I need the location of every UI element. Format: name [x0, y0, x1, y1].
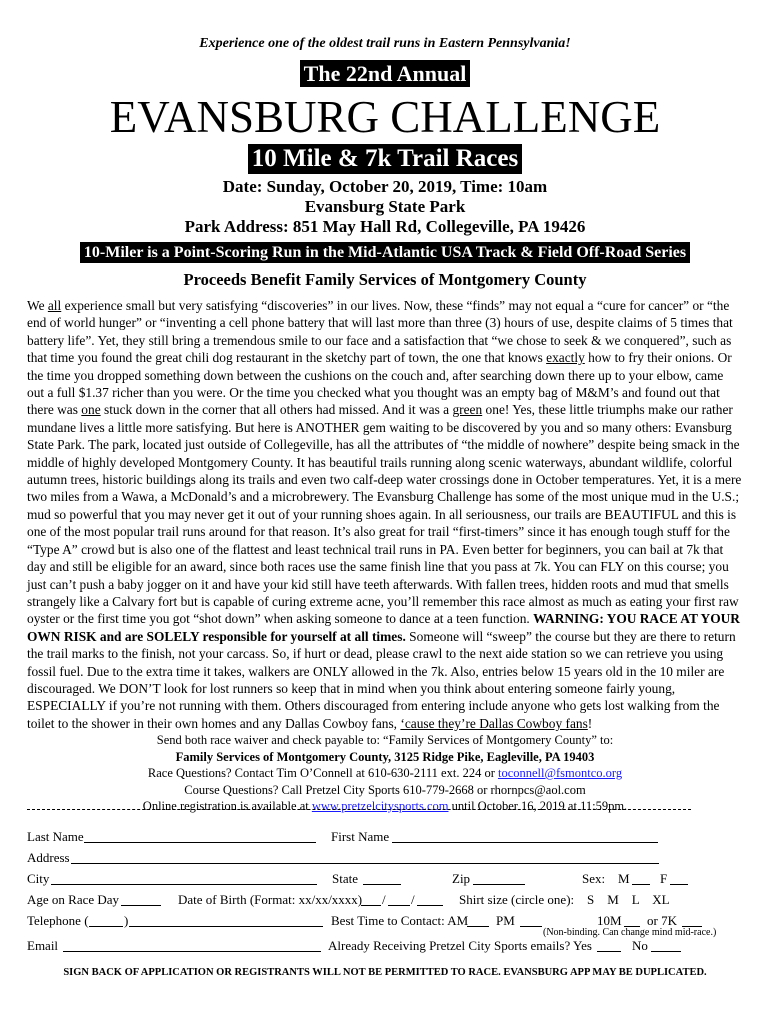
series-note: 10-Miler is a Point-Scoring Run in the Mid-Atlantic USA Track & Field Off-Road Series	[80, 242, 690, 263]
dob-year-field[interactable]	[417, 892, 443, 906]
event-date: Date: Sunday, October 20, 2019, Time: 10am	[222, 177, 548, 196]
warning-text: WARNING: YOU RACE AT YOUR OWN RISK and are SOLELY responsible for yourself at all times.	[27, 611, 740, 644]
zip-field[interactable]	[473, 871, 525, 885]
address-label: Address	[27, 850, 70, 865]
race-10m-label: 10M	[597, 913, 622, 928]
state-label: State	[332, 871, 358, 886]
sex-female-option: F	[660, 871, 668, 886]
dob-separator: /	[411, 892, 415, 907]
body-text: stuck down in the corner that all others had missed. And it was a	[100, 402, 453, 418]
annual-label: The 22nd Annual	[300, 60, 471, 87]
last-name-label: Last Name	[27, 829, 84, 844]
event-address: Park Address: 851 May Hall Rd, Collegeville, PA 19426	[184, 217, 586, 236]
dob-day-field[interactable]	[388, 892, 410, 906]
no-field[interactable]	[651, 938, 681, 952]
email-label: Email	[27, 938, 59, 953]
race-7k-field[interactable]	[682, 913, 702, 927]
sex-label: Sex:	[582, 871, 606, 886]
dob-label: Date of Birth (Format: xx/xx/xxxx)	[178, 892, 363, 907]
yes-field[interactable]	[597, 938, 621, 952]
subtitle-banner	[0, 144, 770, 174]
last-name-field[interactable]	[84, 829, 316, 843]
yes-label: Yes	[573, 938, 592, 953]
nonbinding-note: (Non-binding. Can change mind mid-race.)	[543, 927, 717, 938]
body-emphasis: green	[452, 402, 483, 418]
best-time-am-field[interactable]	[467, 913, 489, 927]
race-7k-label: or 7K	[647, 913, 677, 928]
already-receiving-label: Already Receiving Pretzel City Sports emails?	[328, 938, 571, 953]
phone-number-field[interactable]	[129, 913, 323, 927]
age-field[interactable]	[121, 892, 161, 906]
mailing-address: Family Services of Montgomery County, 3125 Ridge Pike, Eagleville, PA 19403	[175, 749, 595, 764]
first-name-field[interactable]	[392, 829, 658, 843]
online-registration-deadline: until October 16, 2019 at 11:59pm.	[448, 799, 628, 813]
proceeds-note: Proceeds Benefit Family Services of Montgomery County	[183, 270, 587, 289]
description-paragraph	[27, 297, 743, 732]
best-time-label: Best Time to Contact: AM	[331, 913, 469, 928]
course-questions: Course Questions? Call Pretzel City Sports 610-779-2668 or rhornpcs@aol.com	[184, 782, 586, 797]
contact-block	[0, 732, 770, 815]
best-time-pm-label: PM	[496, 913, 515, 928]
cut-line	[27, 809, 691, 810]
email-field[interactable]	[63, 938, 321, 952]
shirt-size-label: Shirt size (circle one):	[459, 892, 575, 907]
event-venue: Evansburg State Park	[304, 197, 466, 216]
sex-female-field[interactable]	[670, 871, 688, 885]
zip-label: Zip	[452, 871, 471, 886]
body-emphasis: exactly	[546, 350, 585, 366]
phone-label: Telephone (	[27, 913, 89, 928]
city-label: City	[27, 871, 50, 886]
phone-area-code-field[interactable]	[89, 913, 123, 927]
phone-close-paren: )	[124, 913, 129, 928]
best-time-pm-field[interactable]	[520, 913, 542, 927]
race-questions	[0, 765, 770, 782]
online-registration	[0, 798, 770, 815]
event-subtitle: 10 Mile & 7k Trail Races	[248, 144, 522, 174]
body-text: !	[587, 715, 593, 731]
sex-male-field[interactable]	[632, 871, 650, 885]
body-emphasis: all	[47, 298, 62, 313]
body-emphasis: ‘cause they’re Dallas Cowboy fans	[400, 715, 588, 731]
address-field[interactable]	[71, 850, 659, 864]
dob-separator: /	[382, 892, 386, 907]
body-text: experience small but very satisfying “discoveries” in our lives. Now, these “finds” may not equal a “cure for cancer” or “the end of world hunger” or “inventing a cell phone battery that will last more than three (3) hours of use, despite claims of 5 times that battery life”. Yet, they still bring a tremendous smile to our face and a satisfaction that “we chose to seek & we conquered”, such as that time you found the great chili dog restaurant in the sketchy part of town, the one that knows	[27, 298, 733, 366]
dob-month-field[interactable]	[361, 892, 381, 906]
body-text: how to fry their onions. Or the time you dropped something down between the cushions on the couch and, after searching down there up to your elbow, came out a full $1.37 richer than you were. Or the time you checked what you thought was an empty bag of M&M’s and found out that there was	[27, 350, 732, 418]
series-banner	[0, 242, 770, 263]
event-title: EVANSBURG CHALLENGE	[109, 92, 661, 142]
first-name-label: First Name	[331, 829, 390, 844]
tagline: Experience one of the oldest trail runs in Eastern Pennsylvania!	[199, 36, 571, 51]
send-instructions: Send both race waiver and check payable to: “Family Services of Montgomery County” to:	[156, 733, 614, 747]
footer-notice: SIGN BACK OF APPLICATION OR REGISTRANTS WILL NOT BE PERMITTED TO RACE. EVANSBURG APP MAY BE DUPLICATED.	[63, 967, 707, 978]
registration-site-link[interactable]: www.pretzelcitysports.com	[311, 799, 449, 813]
sex-male-option: M	[618, 871, 630, 886]
body-text: Someone will “sweep” the course but they are there to return the trail marks to the finish, not your carcass. So, if hurt or dead, please crawl to the next aide station so we can retrieve you using fossil fuel. Due to the extra time it takes, walkers are ONLY allowed in the 7k. Also, entries below 15 years old in the 10 miler are discouraged. We DON’T look for lost runners so keep that in mind when you think about entering someone fairly young, ESPECIALLY if you’re not running with them. Others discouraged from entering include anyone who gets lost walking from the toilet to the shower in their own homes and any Dallas Cowboy fans,	[27, 628, 736, 731]
no-label: No	[632, 938, 648, 953]
race-10m-field[interactable]	[624, 913, 640, 927]
race-questions-text: Race Questions? Contact Tim O’Connell at 610-630-2111 ext. 224 or	[147, 766, 498, 780]
online-registration-text: Online registration is available at	[142, 799, 312, 813]
body-text: We	[27, 298, 48, 313]
race-contact-email-link[interactable]: toconnell@fsmontco.org	[497, 766, 623, 780]
annual-banner	[0, 60, 770, 87]
state-field[interactable]	[363, 871, 401, 885]
shirt-size-options[interactable]: S M L XL	[587, 892, 670, 907]
body-emphasis: one	[81, 402, 101, 418]
body-text: one! Yes, these little triumphs make our rather mundane lives a little more satisfying. But here is ANOTHER gem waiting to be discovered by you and so many others: Evansburg State Park. The park, located just outside of Collegeville, has all the attributes of “the middle of nowhere” despite being smack in the middle of highly developed Montgomery County. It has beautiful trails running along scenic waterways, abundant wildlife, colorful autumn trees, historic buildings along its trails and even two calf-deep water crossings done in October temperatures. Yet, it is a mere two miles from a Wawa, a McDonald’s and a microbrewery. The Evansburg Challenge has some of the most unique mud in the U.S.; mud so powerful that you may never get it out of your running shoes again. In all seriousness, our trails are BEAUTIFUL and this is one of the most popular trail runs around for that reason. It’s also great for trail “first-timers” since it has enough tough stuff for the “Type A” crowd but is also one of the flattest and least technical trail runs in PA. Even better for beginners, you can bail at 7k that day and still be eligible for an award, since both races use the same finish line that you pass at 7k. You can FLY on this course; you just can’t push a baby jogger on it and have your kid still have teeth afterwards. With fallen trees, hidden roots and mud that smells strangely like a Calvary fort but is capable of curing extreme acne, you’ll remember this race almost as much as eating your first raw oyster or the first time you got “shot down” when asking someone to dance at a teen function.	[27, 402, 742, 627]
city-field[interactable]	[51, 871, 317, 885]
age-label: Age on Race Day	[27, 892, 120, 907]
